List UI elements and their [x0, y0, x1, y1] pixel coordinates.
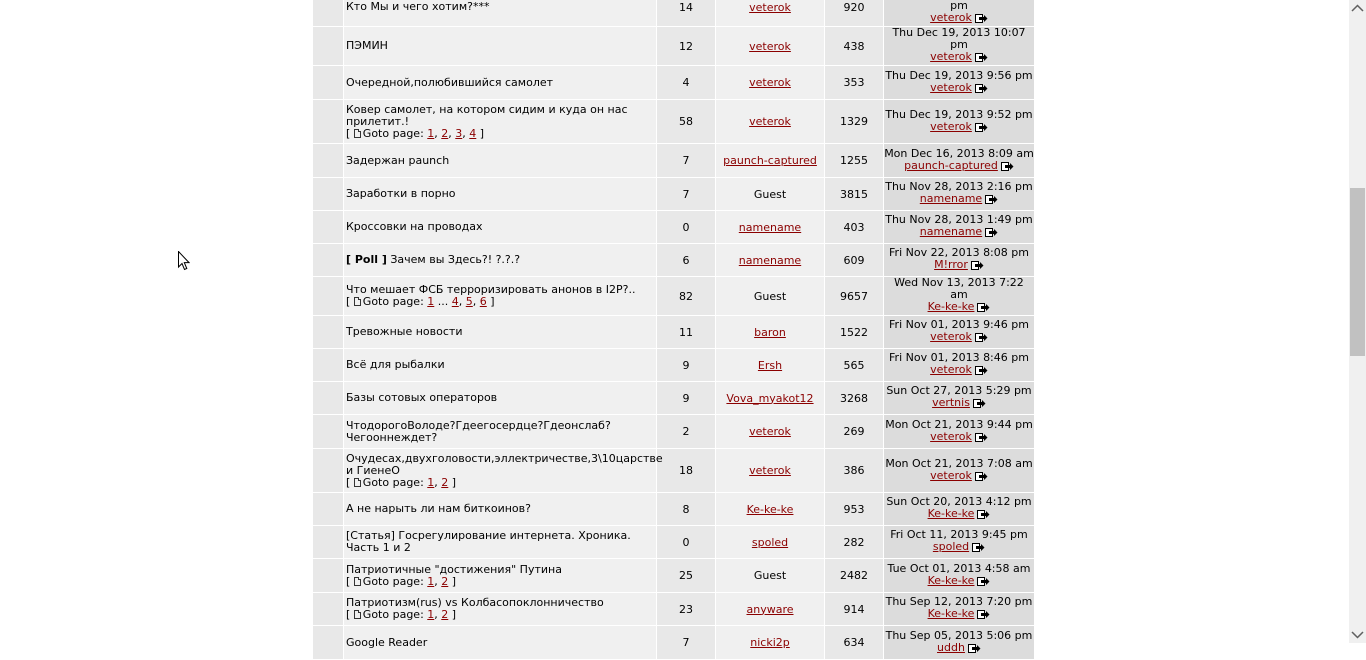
- author-link[interactable]: nicki2p: [750, 636, 790, 649]
- author-name: Guest: [753, 569, 787, 582]
- last-post-date: Thu Dec 19, 2013 10:07 pm: [892, 26, 1026, 51]
- last-post-user-line: [884, 121, 1034, 135]
- author-cell: [716, 316, 825, 349]
- author-link[interactable]: veterok: [749, 115, 791, 128]
- topic-folder-cell: [313, 449, 344, 493]
- page-link[interactable]: 4: [469, 126, 477, 140]
- last-post-user-link[interactable]: M!rror: [934, 258, 968, 271]
- last-post-cell: [884, 0, 1035, 27]
- replies-count: 18: [657, 449, 716, 493]
- page-link[interactable]: 4: [451, 295, 459, 308]
- view-latest-post-icon[interactable]: [985, 195, 998, 207]
- last-post-cell: [884, 244, 1035, 277]
- table-row: [313, 211, 1035, 244]
- view-latest-post-icon[interactable]: [975, 123, 988, 135]
- view-latest-post-icon[interactable]: [975, 366, 988, 378]
- author-link[interactable]: anyware: [746, 602, 794, 616]
- last-post-user-link[interactable]: Ke-ke-ke: [927, 300, 975, 313]
- topic-list-table: [313, 0, 1035, 660]
- table-row: [313, 144, 1035, 178]
- topic-folder-cell: [313, 382, 344, 415]
- view-latest-post-icon[interactable]: [977, 577, 990, 589]
- topic-title[interactable]: Что мешает ФСБ терроризировать анонов в I2P?..: [346, 283, 636, 296]
- topic-title[interactable]: Очередной,полюбившийся самолет: [346, 75, 554, 89]
- last-post-user-link[interactable]: veterok: [930, 330, 972, 343]
- last-post-cell: [884, 100, 1035, 144]
- topic-title[interactable]: Задержан paunch: [346, 153, 450, 167]
- last-post-user-line: [884, 12, 1034, 26]
- topic-title-cell: [344, 593, 657, 626]
- view-latest-post-icon[interactable]: [975, 433, 988, 445]
- page-icon: [354, 610, 361, 619]
- last-post-user-link[interactable]: spoled: [932, 540, 970, 553]
- author-name: Guest: [753, 289, 787, 303]
- last-post-user-line: [884, 364, 1034, 378]
- topic-folder-cell: [313, 415, 344, 449]
- replies-count: 58: [657, 100, 716, 144]
- views-count: 920: [825, 0, 884, 27]
- topic-title[interactable]: Тревожные новости: [346, 325, 463, 338]
- view-latest-post-icon[interactable]: [975, 472, 988, 484]
- last-post-cell: [884, 277, 1035, 316]
- views-count: 565: [825, 349, 884, 382]
- author-link[interactable]: Ersh: [757, 358, 783, 372]
- last-post-date: Sun Oct 20, 2013 4:12 pm: [886, 495, 1032, 508]
- last-post-date: Thu Sep 05, 2013 5:06 pm: [885, 628, 1033, 642]
- page-link[interactable]: 2: [441, 475, 449, 489]
- views-count: 1329: [825, 100, 884, 144]
- last-post-user-line: [884, 508, 1034, 522]
- views-count: 609: [825, 244, 884, 277]
- author-cell: [716, 211, 825, 244]
- last-post-cell: [884, 559, 1035, 593]
- author-cell: [716, 349, 825, 382]
- author-name: Guest: [753, 187, 787, 201]
- topic-title-cell: [344, 211, 657, 244]
- last-post-date: Thu Nov 28, 2013 1:49 pm: [885, 213, 1033, 226]
- last-post-user-line: [884, 51, 1034, 65]
- topic-folder-cell: [313, 66, 344, 100]
- replies-count: 25: [657, 559, 716, 593]
- replies-count: 0: [657, 211, 716, 244]
- topic-folder-cell: [313, 559, 344, 593]
- last-post-user-line: [884, 82, 1034, 96]
- last-post-cell: [884, 211, 1035, 244]
- table-row: [313, 0, 1035, 27]
- last-post-date: Fri Nov 01, 2013 9:46 pm: [889, 318, 1029, 331]
- replies-count: 4: [657, 66, 716, 100]
- views-count: 3815: [825, 178, 884, 211]
- view-latest-post-icon[interactable]: [985, 228, 998, 240]
- last-post-user-line: [884, 226, 1034, 240]
- page-link[interactable]: 1: [427, 126, 435, 140]
- last-post-cell: [884, 493, 1035, 526]
- topic-title-cell: [344, 66, 657, 100]
- table-row: [313, 415, 1035, 449]
- topic-title[interactable]: А не нарыть ли нам биткоинов?: [346, 502, 531, 515]
- replies-count: 12: [657, 27, 716, 66]
- topic-title[interactable]: Патриотичные "достижения" Путина: [346, 562, 562, 576]
- replies-count: 8: [657, 493, 716, 526]
- table-row: [313, 449, 1035, 493]
- topic-folder-cell: [313, 27, 344, 66]
- goto-page-links: [ Goto page: 1, 2 ]: [346, 574, 457, 588]
- views-count: 403: [825, 211, 884, 244]
- last-post-cell: [884, 415, 1035, 449]
- author-cell: [716, 559, 825, 593]
- goto-label: Goto page:: [362, 608, 424, 621]
- table-row: [313, 27, 1035, 66]
- last-post-user-line: [884, 331, 1034, 345]
- views-count: 282: [825, 526, 884, 559]
- last-post-user-line: [884, 160, 1034, 174]
- author-cell: [716, 66, 825, 100]
- view-latest-post-icon[interactable]: [975, 84, 988, 96]
- replies-count: 11: [657, 316, 716, 349]
- last-post-cell: [884, 349, 1035, 382]
- author-cell: [716, 144, 825, 178]
- topic-title-cell: [344, 27, 657, 66]
- last-post-user-link[interactable]: namename: [919, 192, 983, 205]
- topic-title-cell: [344, 0, 657, 27]
- author-cell: [716, 449, 825, 493]
- last-post-user-line: [884, 470, 1034, 484]
- last-post-user-link[interactable]: Ke-ke-ke: [927, 607, 975, 620]
- topic-title[interactable]: Кроссовки на проводах: [346, 220, 483, 233]
- views-count: 3268: [825, 382, 884, 415]
- topic-title-cell: [344, 349, 657, 382]
- table-row: [313, 100, 1035, 144]
- replies-count: 23: [657, 593, 716, 626]
- last-post-user-line: [884, 575, 1034, 589]
- view-latest-post-icon[interactable]: [973, 399, 986, 411]
- topic-title[interactable]: Ковер самолет, на котором сидим и куда он нас прилетит.!: [346, 102, 628, 128]
- author-cell: [716, 27, 825, 66]
- last-post-user-link[interactable]: veterok: [930, 429, 972, 443]
- table-row: [313, 66, 1035, 100]
- view-latest-post-icon[interactable]: [977, 303, 990, 315]
- topic-title[interactable]: Очудесах,двухголовости,эллектричестве,3\10царстве и ГиенеО: [346, 451, 663, 477]
- author-link[interactable]: Ke-ke-ke: [746, 502, 794, 516]
- topic-title-cell: [344, 559, 657, 593]
- last-post-date: Fri Nov 22, 2013 8:08 pm: [889, 246, 1029, 259]
- author-link[interactable]: namename: [738, 220, 802, 234]
- topic-title[interactable]: [Статья] Госрегулирование интернета. Хроника. Часть 1 и 2: [346, 529, 631, 554]
- pagination-ellipsis: ...: [437, 295, 449, 308]
- page-link[interactable]: 2: [441, 608, 449, 621]
- author-link[interactable]: baron: [754, 325, 786, 339]
- last-post-cell: [884, 316, 1035, 349]
- goto-page-links: [ Goto page: 1, 2, 3, 4 ]: [346, 126, 485, 140]
- replies-count: 7: [657, 626, 716, 660]
- replies-count: 9: [657, 382, 716, 415]
- table-row: [313, 559, 1035, 593]
- author-link[interactable]: spoled: [751, 535, 789, 549]
- last-post-user-link[interactable]: veterok: [930, 11, 972, 24]
- view-latest-post-icon[interactable]: [977, 510, 990, 522]
- author-cell: [716, 0, 825, 27]
- topic-title-cell: [344, 526, 657, 559]
- last-post-user-line: [884, 608, 1034, 622]
- author-cell: [716, 244, 825, 277]
- last-post-user-line: [884, 642, 1034, 656]
- topic-title[interactable]: Патриотизм(rus) vs Колбасопоклонничество: [346, 596, 604, 609]
- last-post-user-link[interactable]: Ke-ke-ke: [927, 507, 975, 520]
- last-post-cell: [884, 593, 1035, 626]
- views-count: 634: [825, 626, 884, 660]
- last-post-user-link[interactable]: veterok: [930, 363, 972, 376]
- views-count: 353: [825, 66, 884, 100]
- view-latest-post-icon[interactable]: [975, 53, 988, 65]
- author-cell: [716, 178, 825, 211]
- topic-title-cell: [344, 493, 657, 526]
- page-link[interactable]: 5: [465, 295, 473, 308]
- table-row: [313, 349, 1035, 382]
- scroll-down-arrow-icon[interactable]: [1349, 626, 1366, 643]
- view-latest-post-icon[interactable]: [1001, 162, 1014, 174]
- replies-count: 9: [657, 349, 716, 382]
- views-count: 269: [825, 415, 884, 449]
- views-count: 1522: [825, 316, 884, 349]
- views-count: 9657: [825, 277, 884, 316]
- view-latest-post-icon[interactable]: [975, 333, 988, 345]
- last-post-user-link[interactable]: veterok: [930, 119, 972, 133]
- topic-title[interactable]: Кто Мы и чего хотим?***: [346, 0, 490, 13]
- replies-count: 14: [657, 0, 716, 27]
- last-post-date: Tue Oct 01, 2013 4:58 am: [887, 561, 1031, 575]
- topic-title-cell: [344, 382, 657, 415]
- page-link[interactable]: 1: [427, 295, 435, 308]
- table-row: [313, 316, 1035, 349]
- page-link[interactable]: 1: [427, 475, 435, 489]
- last-post-user-line: [884, 259, 1034, 273]
- table-row: [313, 493, 1035, 526]
- author-cell: [716, 493, 825, 526]
- replies-count: 0: [657, 526, 716, 559]
- last-post-date: Mon Dec 16, 2013 8:09 am: [884, 146, 1034, 160]
- last-post-date: Thu Dec 19, 2013 9:56 pm: [885, 68, 1033, 82]
- topic-title-cell: [344, 277, 657, 316]
- view-latest-post-icon[interactable]: [972, 543, 985, 555]
- topic-list-body: [313, 0, 1035, 660]
- scrollbar-thumb[interactable]: [1350, 188, 1365, 356]
- topic-title[interactable]: Заработки в порно: [346, 187, 456, 200]
- topic-title-cell: [344, 316, 657, 349]
- last-post-user-line: [884, 541, 1034, 555]
- table-row: [313, 244, 1035, 277]
- topic-folder-cell: [313, 316, 344, 349]
- page-link[interactable]: 3: [455, 126, 463, 140]
- page-link[interactable]: 2: [441, 126, 449, 140]
- goto-page-links: [ Goto page: 1 ... 4, 5, 6 ]: [346, 295, 495, 308]
- author-cell: [716, 526, 825, 559]
- last-post-user-line: [884, 397, 1034, 411]
- author-link[interactable]: paunch-captured: [723, 154, 817, 167]
- page-link[interactable]: 2: [441, 574, 449, 588]
- page-link[interactable]: 1: [427, 608, 435, 621]
- topic-title[interactable]: Всё для рыбалки: [346, 358, 445, 371]
- last-post-cell: [884, 382, 1035, 415]
- last-post-user-link[interactable]: uddh: [937, 640, 965, 654]
- topic-folder-cell: [313, 178, 344, 211]
- topic-title-cell: [344, 415, 657, 449]
- topic-folder-cell: [313, 144, 344, 178]
- topic-title-cell: [344, 449, 663, 493]
- table-row: [313, 526, 1035, 559]
- views-count: 953: [825, 493, 884, 526]
- table-row: [313, 593, 1035, 626]
- last-post-date: Sun Oct 27, 2013 5:29 pm: [886, 384, 1032, 397]
- replies-count: 82: [657, 277, 716, 316]
- author-link[interactable]: namename: [738, 253, 802, 267]
- topic-title[interactable]: Базы сотовых операторов: [346, 391, 498, 404]
- topic-folder-cell: [313, 211, 344, 244]
- last-post-date: Mon Oct 21, 2013 9:44 pm: [885, 417, 1033, 431]
- author-link[interactable]: veterok: [749, 76, 791, 89]
- view-latest-post-icon[interactable]: [968, 644, 981, 656]
- last-post-date: Fri Oct 11, 2013 9:45 pm: [890, 528, 1028, 541]
- last-post-user-link[interactable]: veterok: [930, 50, 972, 63]
- author-cell: [716, 100, 825, 144]
- page-icon: [354, 478, 361, 487]
- last-post-date: Wed Nov 13, 2013 7:22 am: [894, 276, 1024, 301]
- last-post-user-line: [884, 431, 1034, 445]
- topic-title[interactable]: Google Reader: [346, 635, 428, 649]
- views-count: 1255: [825, 144, 884, 178]
- poll-label: [ Poll ]: [346, 253, 387, 266]
- topic-title[interactable]: Зачем вы Здесь?! ?.?.?: [390, 253, 521, 266]
- topic-folder-cell: [313, 349, 344, 382]
- last-post-date: Mon Oct 21, 2013 7:08 am: [885, 456, 1033, 470]
- author-link[interactable]: Vova_myakot12: [726, 391, 814, 405]
- last-post-user-link[interactable]: namename: [919, 225, 983, 238]
- vertical-scrollbar[interactable]: [1349, 0, 1366, 643]
- topic-folder-cell: [313, 0, 344, 27]
- page-icon: [354, 297, 361, 306]
- last-post-user-link[interactable]: vertnis: [932, 396, 970, 409]
- goto-label: Goto page:: [362, 574, 424, 588]
- topic-title-cell: [344, 100, 657, 144]
- last-post-date: Thu Sep 12, 2013 7:20 pm: [885, 595, 1033, 608]
- last-post-cell: [884, 66, 1035, 100]
- author-link[interactable]: veterok: [749, 39, 791, 53]
- topic-title[interactable]: ПЭМИН: [346, 39, 388, 52]
- topic-folder-cell: [313, 244, 344, 277]
- last-post-user-line: [884, 301, 1034, 315]
- goto-label: Goto page:: [362, 126, 424, 140]
- views-count: 914: [825, 593, 884, 626]
- page-icon: [354, 129, 361, 138]
- author-cell: [716, 415, 825, 449]
- table-row: [313, 277, 1035, 316]
- goto-page-links: [ Goto page: 1, 2 ]: [346, 608, 457, 621]
- replies-count: 7: [657, 178, 716, 211]
- last-post-cell: [884, 526, 1035, 559]
- topic-title-cell: [344, 144, 657, 178]
- last-post-user-link[interactable]: Ke-ke-ke: [927, 573, 975, 587]
- goto-label: Goto page:: [362, 295, 424, 308]
- goto-label: Goto page:: [362, 475, 424, 489]
- author-cell: [716, 593, 825, 626]
- last-post-date: Thu Dec 19, 2013 9:52 pm: [885, 107, 1033, 121]
- topic-folder-cell: [313, 493, 344, 526]
- replies-count: 7: [657, 144, 716, 178]
- last-post-user-link[interactable]: veterok: [930, 80, 972, 94]
- views-count: 386: [825, 449, 884, 493]
- last-post-user-link[interactable]: veterok: [930, 468, 972, 482]
- last-post-date: Fri Nov 01, 2013 8:46 pm: [889, 351, 1029, 364]
- table-row: [313, 178, 1035, 211]
- topic-title[interactable]: ЧтодорогоВолоде?Гдеегосердце?Гдеонслаб?Чегооннеждет?: [346, 418, 611, 444]
- page-link[interactable]: 1: [427, 574, 435, 588]
- mouse-pointer-icon: [178, 251, 190, 271]
- views-count: 2482: [825, 559, 884, 593]
- views-count: 438: [825, 27, 884, 66]
- last-post-cell: [884, 449, 1035, 493]
- replies-count: 2: [657, 415, 716, 449]
- last-post-user-line: [884, 193, 1034, 207]
- author-link[interactable]: veterok: [749, 0, 791, 14]
- author-link[interactable]: veterok: [749, 425, 791, 438]
- view-latest-post-icon[interactable]: [977, 610, 990, 622]
- view-latest-post-icon[interactable]: [975, 14, 988, 26]
- author-cell: [716, 277, 825, 316]
- last-post-cell: [884, 27, 1035, 66]
- table-row: [313, 382, 1035, 415]
- author-link[interactable]: veterok: [749, 464, 791, 477]
- last-post-date: Thu Nov 28, 2013 2:16 pm: [885, 180, 1033, 193]
- topic-folder-cell: [313, 593, 344, 626]
- page-icon: [354, 577, 361, 586]
- last-post-date: pm: [950, 0, 968, 12]
- author-cell: [716, 382, 825, 415]
- replies-count: 6: [657, 244, 716, 277]
- topic-title-cell: [344, 244, 657, 277]
- scroll-up-arrow-icon[interactable]: [1349, 0, 1366, 17]
- topic-folder-cell: [313, 100, 344, 144]
- last-post-cell: [884, 144, 1035, 178]
- topic-folder-cell: [313, 526, 344, 559]
- last-post-user-link[interactable]: paunch-captured: [904, 158, 998, 172]
- page-link[interactable]: 6: [479, 295, 487, 308]
- goto-page-links: [ Goto page: 1, 2 ]: [346, 475, 457, 489]
- topic-folder-cell: [313, 277, 344, 316]
- topic-title-cell: [344, 178, 657, 211]
- view-latest-post-icon[interactable]: [971, 261, 984, 273]
- last-post-cell: [884, 178, 1035, 211]
